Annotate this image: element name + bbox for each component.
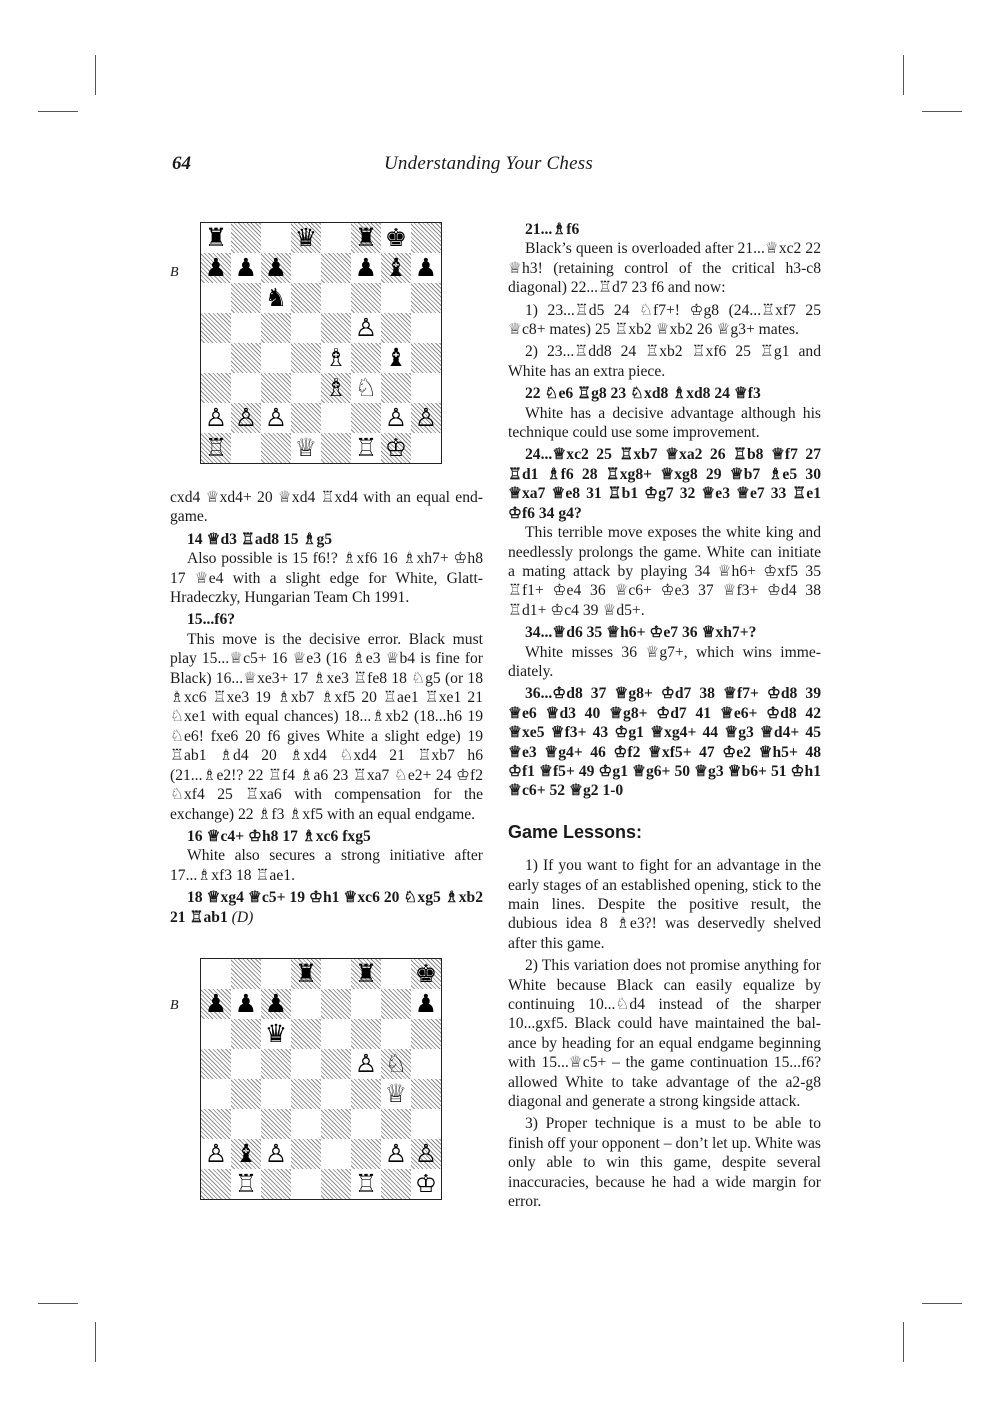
move-line xyxy=(170,827,483,846)
white-bishop-icon: ♗ xyxy=(321,373,351,403)
black-king-icon: ♚ xyxy=(411,959,441,989)
board-square xyxy=(321,283,351,313)
board-square xyxy=(231,343,261,373)
board-square xyxy=(411,1109,441,1139)
board-square xyxy=(411,223,441,253)
board-square xyxy=(291,253,321,283)
paragraph-text: 15...f6? xyxy=(187,611,236,629)
black-knight-icon: ♞ xyxy=(261,283,291,313)
paragraph-text: 1) 23...♖d5 24 ♘f7+! ♔g8 (24...♖xf7 25 ♕c8+ mates) 25 ♖xb2 ♕xb2 26 ♕g3+ mates. xyxy=(508,301,821,339)
black-pawn-icon: ♟ xyxy=(231,989,261,1019)
crop-mark xyxy=(922,111,962,112)
black-bishop-icon: ♝ xyxy=(381,343,411,373)
board-square xyxy=(321,253,351,283)
paragraph-text: This move is the decisive error. Black must play 15...♕c5+ 16 ♕e3 (16 ♗e3 ♕b4 is fine for Black) 16...♕xe3+ 17 ♗xe3 ♖fe8 18 ♘g5 (or 18 ♗xc6 ♖xe3 19 ♗xb7 ♗xf5 20 ♖ae1 ♖xe1 21 ♘xe1 with equal chances) 18...♗xb2 (18...h6 19 ♘e6! fxe6 20 f6 gives White a slight edge) 19 ♖ab1 ♗d4 20 ♗xd4 ♘xd4 21 ♖xb7 h6 (21...♗e2!? 22 ♖f4 ♗a6 23 ♖xa7 ♘e2+ 24 ♔f2 ♘xf4 25 ♖xa6 with compensation for the exchange) 22 ♗f3 ♗xf5 with an equal endgame. xyxy=(170,630,483,823)
white-pawn-icon: ♙ xyxy=(411,403,441,433)
game-notes xyxy=(508,220,821,801)
board-square xyxy=(261,1169,291,1199)
board-square xyxy=(261,223,291,253)
white-pawn-icon: ♙ xyxy=(381,403,411,433)
black-king-icon: ♚ xyxy=(381,223,411,253)
white-pawn-icon: ♙ xyxy=(261,403,291,433)
white-king-icon: ♔ xyxy=(411,1169,441,1199)
board-square xyxy=(321,1019,351,1049)
white-pawn-icon: ♙ xyxy=(201,1139,231,1169)
board-square xyxy=(231,1049,261,1079)
move-line xyxy=(508,384,821,403)
white-rook-icon: ♖ xyxy=(351,433,381,463)
black-pawn-icon: ♟ xyxy=(261,253,291,283)
board-square xyxy=(201,283,231,313)
board-square xyxy=(321,1169,351,1199)
paragraph-text: 16 ♕c4+ ♔h8 17 ♗xc6 fxg5 xyxy=(187,827,371,845)
black-rook-icon: ♜ xyxy=(351,223,381,253)
board-square xyxy=(411,1049,441,1079)
paragraph-text: 34...♕d6 35 ♕h6+ ♔e7 36 ♕xh7+? xyxy=(525,624,757,642)
crop-mark xyxy=(38,111,78,112)
board-square xyxy=(201,343,231,373)
board-square xyxy=(201,1169,231,1199)
board-square xyxy=(291,1169,321,1199)
annotation-paragraph xyxy=(508,523,821,620)
board-square xyxy=(201,1079,231,1109)
board-square xyxy=(231,1079,261,1109)
move-line xyxy=(508,220,821,239)
paragraph-text: 2) 23...♖dd8 24 ♖xb2 ♖xf6 25 ♖g1 and White has an extra piece. xyxy=(508,343,821,380)
board-square xyxy=(381,959,411,989)
paragraph-text: 14 ♕d3 ♖ad8 15 ♗g5 xyxy=(187,530,333,548)
white-queen-icon: ♕ xyxy=(381,1079,411,1109)
crop-mark xyxy=(95,1322,96,1362)
lesson-item: 2) This variation does not promise anything for White because Black can easily equalize by continuing 10...♘d4 instead of the sharper 10...gxf5. Black could have maintained the balance by heading for an equal endgame beginning with 15...♕c5+ – the game continuation 15...f6? allowed White to take advantage of the a2-g8 diagonal and generate a strong kingside attack. xyxy=(508,957,821,1111)
annotation-paragraph xyxy=(170,846,483,885)
black-pawn-icon: ♟ xyxy=(201,989,231,1019)
lessons-list xyxy=(508,856,821,1214)
annotation-paragraph xyxy=(508,342,821,381)
page-number: 64 xyxy=(172,153,191,174)
white-rook-icon: ♖ xyxy=(201,433,231,463)
lesson-item: 1) If you want to fight for an advantage in the early stages of an established opening, stick to the main lines. Despite the positive result, the dubious idea 8 ♗e3?! was deservedly shelved after this game. xyxy=(508,857,821,952)
lessons-heading: Game Lessons: xyxy=(508,821,643,842)
crop-mark xyxy=(903,1322,904,1362)
white-pawn-icon: ♙ xyxy=(231,403,261,433)
paragraph-text: White misses 36 ♕g7+, which wins immediately. xyxy=(508,643,821,680)
board-square xyxy=(351,403,381,433)
board-square xyxy=(381,989,411,1019)
board-square xyxy=(321,989,351,1019)
crop-mark xyxy=(38,1303,78,1304)
board-square xyxy=(321,1079,351,1109)
paragraph-text: Also possible is 15 f6!? ♗xf6 16 ♗xh7+ ♔h8 17 ♕e4 with a slight edge for White, Glatt-Hradeczky, Hungarian Team Ch 1991. xyxy=(170,550,483,607)
board-square xyxy=(261,373,291,403)
board-square xyxy=(231,313,261,343)
board-square xyxy=(351,989,381,1019)
board-square xyxy=(291,343,321,373)
black-rook-icon: ♜ xyxy=(291,959,321,989)
crop-mark xyxy=(922,1303,962,1304)
black-pawn-icon: ♟ xyxy=(261,989,291,1019)
white-queen-icon: ♕ xyxy=(291,433,321,463)
board-square xyxy=(201,959,231,989)
white-bishop-icon: ♗ xyxy=(321,343,351,373)
board-square xyxy=(411,1079,441,1109)
board-square xyxy=(381,283,411,313)
crop-mark xyxy=(903,55,904,95)
board-square xyxy=(321,1049,351,1079)
white-pawn-icon: ♙ xyxy=(411,1139,441,1169)
board-square xyxy=(321,1109,351,1139)
running-head: Understanding Your Chess xyxy=(384,153,593,174)
board-square xyxy=(411,343,441,373)
board-square xyxy=(321,1139,351,1169)
side-to-move-label: B xyxy=(170,265,179,280)
move-line xyxy=(170,530,483,549)
board-square xyxy=(381,313,411,343)
board-square xyxy=(411,313,441,343)
black-queen-icon: ♛ xyxy=(261,1019,291,1049)
right-column xyxy=(508,220,821,1215)
paragraph-text: 36...♔d8 37 ♕g8+ ♔d7 38 ♕f7+ ♔d8 39 ♕e6 ♕d3 40 ♕g8+ ♔d7 41 ♕e6+ ♔d8 42 ♕xe5 ♕f3+ 43 ♔g1 ♕xg4+ 44 ♕g3 ♕d4+ 45 ♕e3 ♕g4+ 46 ♔f2 ♕xf5+ 47 ♔e2 ♕h5+ 48 ♔f1 ♕f5+ 49 ♔g1 ♕g6+ 50 ♕g3 ♕b6+ 51 ♔h1 ♕c6+ 52 ♕g2 1-0 xyxy=(508,685,821,800)
paragraph-text: 24...♕xc2 25 ♖xb7 ♕xa2 26 ♖b8 ♕f7 27 ♖d1 ♗f6 28 ♖xg8+ ♕xg8 29 ♕b7 ♗e5 30 ♕xa7 ♕e8 31 ♖b1 ♔g7 32 ♕e3 ♕e7 33 ♖e1 ♔f6 34 g4? xyxy=(508,446,821,522)
move-line xyxy=(170,888,483,927)
paragraph-gap xyxy=(508,1212,821,1215)
board-square xyxy=(381,1109,411,1139)
annotation-paragraph xyxy=(508,239,821,297)
board-square xyxy=(351,283,381,313)
board-square xyxy=(381,1019,411,1049)
board-square xyxy=(381,373,411,403)
board-square xyxy=(291,1109,321,1139)
black-rook-icon: ♜ xyxy=(201,223,231,253)
white-pawn-icon: ♙ xyxy=(351,1049,381,1079)
board-square xyxy=(411,1019,441,1049)
board-square xyxy=(291,1079,321,1109)
move-line xyxy=(508,684,821,800)
annotation-paragraph xyxy=(508,643,821,682)
black-pawn-icon: ♟ xyxy=(201,253,231,283)
left-column xyxy=(170,488,483,927)
board-square xyxy=(321,223,351,253)
board-square xyxy=(351,343,381,373)
board-square xyxy=(231,1109,261,1139)
board-square xyxy=(261,313,291,343)
side-to-move-label: B xyxy=(170,998,179,1013)
board-square xyxy=(231,223,261,253)
board-square xyxy=(261,1049,291,1079)
paragraph-text: This terrible move exposes the white king and needlessly prolongs the game. White can initiate a mating attack by playing 34 ♕h6+ ♔xf5 35 ♖f1+ ♔e4 36 ♕c6+ ♔e3 37 ♕f3+ ♔d4 38 ♖d1+ ♔c4 39 ♕d5+. xyxy=(508,524,821,619)
white-knight-icon: ♘ xyxy=(381,1049,411,1079)
annotation-paragraph xyxy=(170,630,483,824)
white-pawn-icon: ♙ xyxy=(201,403,231,433)
paragraph-text: cxd4 ♕xd4+ 20 ♕xd4 ♖xd4 with an equal endgame. xyxy=(170,489,483,526)
black-pawn-icon: ♟ xyxy=(411,253,441,283)
paragraph-text: White has a decisive advantage although his technique could use some improvement. xyxy=(508,404,821,442)
white-rook-icon: ♖ xyxy=(351,1169,381,1199)
board-square xyxy=(351,1139,381,1169)
black-bishop-icon: ♝ xyxy=(231,1139,261,1169)
board-square xyxy=(411,373,441,403)
board-square xyxy=(231,373,261,403)
board-square xyxy=(321,403,351,433)
lesson-item: 3) Proper technique is a must to be able to finish off your opponent – don’t let up. White was only able to win this game, despite several inaccuracies, because he had a wide margin for error. xyxy=(508,1115,821,1211)
board-square xyxy=(291,283,321,313)
chess-diagram-2 xyxy=(200,958,442,1200)
board-square xyxy=(201,1049,231,1079)
black-rook-icon: ♜ xyxy=(351,959,381,989)
annotation-paragraph xyxy=(508,301,821,340)
board-square xyxy=(411,433,441,463)
annotation-paragraph xyxy=(508,404,821,443)
board-square xyxy=(321,433,351,463)
board-square xyxy=(231,283,261,313)
board-square xyxy=(351,1019,381,1049)
black-pawn-icon: ♟ xyxy=(411,989,441,1019)
board-square xyxy=(201,373,231,403)
white-knight-icon: ♘ xyxy=(351,373,381,403)
paragraph-text: 18 ♕xg4 ♕c5+ 19 ♔h1 ♕xc6 20 ♘xg5 ♗xb2 21 ♖ab1 xyxy=(170,889,483,926)
black-bishop-icon: ♝ xyxy=(381,253,411,283)
board-square xyxy=(261,343,291,373)
board-square xyxy=(291,989,321,1019)
paragraph-text: White also secures a strong initiative after 17...♗xf3 18 ♖ae1. xyxy=(170,847,483,884)
board-square xyxy=(381,1169,411,1199)
board-square xyxy=(321,313,351,343)
black-pawn-icon: ♟ xyxy=(231,253,261,283)
paragraph-text: 21...♗f6 xyxy=(525,221,580,238)
white-king-icon: ♔ xyxy=(381,433,411,463)
white-pawn-icon: ♙ xyxy=(261,1139,291,1169)
board-square xyxy=(261,1079,291,1109)
board-square xyxy=(321,959,351,989)
board-square xyxy=(291,1049,321,1079)
board-square xyxy=(201,313,231,343)
diagram-marker: (D) xyxy=(231,908,254,926)
board-square xyxy=(291,313,321,343)
board-square xyxy=(291,1139,321,1169)
move-line xyxy=(508,623,821,642)
board-square xyxy=(261,1109,291,1139)
move-line xyxy=(508,445,821,523)
white-rook-icon: ♖ xyxy=(231,1169,261,1199)
board-square xyxy=(351,1109,381,1139)
crop-mark xyxy=(95,55,96,95)
board-square xyxy=(291,403,321,433)
board-square xyxy=(201,1109,231,1139)
board-square xyxy=(261,959,291,989)
annotation-paragraph xyxy=(170,488,483,527)
white-pawn-icon: ♙ xyxy=(351,313,381,343)
move-line xyxy=(170,610,483,629)
white-pawn-icon: ♙ xyxy=(381,1139,411,1169)
board-square xyxy=(291,373,321,403)
board-square xyxy=(231,1019,261,1049)
board-square xyxy=(231,433,261,463)
board-square xyxy=(411,283,441,313)
chess-diagram-1 xyxy=(200,222,442,464)
paragraph-text: Black’s queen is overloaded after 21...♕xc2 22 ♕h3! (retaining control of the critical h3-c8 diagonal) 22...♖d7 23 f6 and now: xyxy=(508,240,821,297)
annotation-paragraph xyxy=(170,549,483,607)
black-pawn-icon: ♟ xyxy=(351,253,381,283)
black-queen-icon: ♛ xyxy=(291,223,321,253)
board-square xyxy=(201,1019,231,1049)
board-square xyxy=(351,1079,381,1109)
paragraph-text: 22 ♘e6 ♖g8 23 ♘xd8 ♗xd8 24 ♕f3 xyxy=(525,385,761,403)
board-square xyxy=(291,1019,321,1049)
board-square xyxy=(261,433,291,463)
board-square xyxy=(231,959,261,989)
